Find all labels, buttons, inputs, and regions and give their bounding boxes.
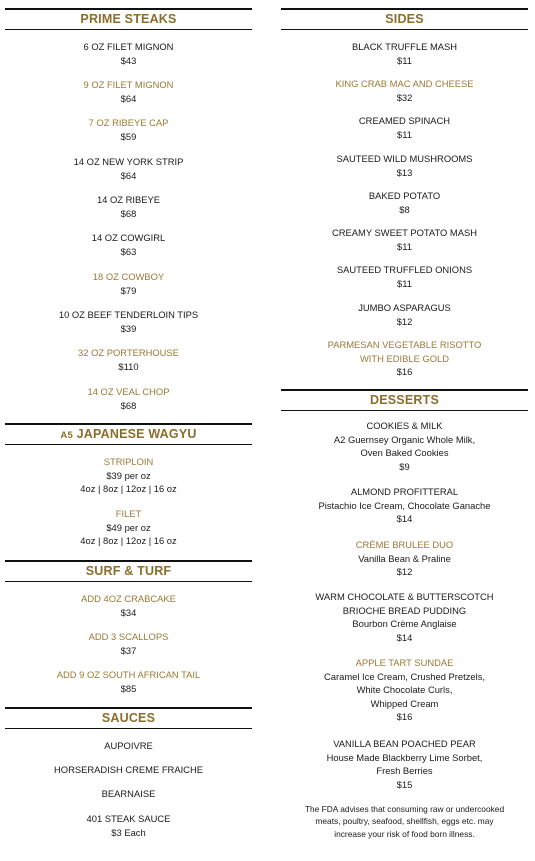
item-name: 32 OZ PORTERHOUSE <box>78 347 179 358</box>
item-price: $12 <box>396 315 413 327</box>
surf-turf-heading <box>5 560 252 582</box>
menu-item <box>5 193 252 220</box>
item-price: $64 <box>120 92 137 104</box>
item-sizes: 4oz | 8oz | 12oz | 16 oz <box>80 535 177 547</box>
item-price: $11 <box>397 54 412 66</box>
item-description: House Made Blackberry Lime Sorbet, <box>326 751 483 763</box>
menu-item <box>5 812 252 839</box>
menu-item <box>281 737 528 791</box>
menu-item <box>5 116 252 143</box>
item-price: $85 <box>120 682 137 694</box>
desserts-heading <box>281 389 528 411</box>
menu-item <box>5 231 252 258</box>
menu-item <box>281 656 528 724</box>
section-title: SURF & TURF <box>85 564 172 578</box>
item-description: Vanilla Bean & Praline <box>358 552 451 564</box>
item-price: $12 <box>396 566 413 578</box>
item-price: $3 Each <box>111 826 146 838</box>
item-description: Fresh Berries <box>376 765 433 777</box>
menu-item <box>5 155 252 182</box>
section-title: SIDES <box>385 12 424 26</box>
menu-item <box>5 787 252 801</box>
item-price: $14 <box>396 513 413 525</box>
item-price: $16 <box>396 366 413 378</box>
item-name: 14 OZ NEW YORK STRIP <box>73 156 184 167</box>
item-price: $11 <box>397 128 412 140</box>
menu-item <box>281 485 528 526</box>
menu-item <box>5 346 252 373</box>
item-name: ALMOND PROFITTERAL <box>350 486 459 497</box>
wagyu-heading <box>5 423 252 445</box>
menu-item <box>5 78 252 105</box>
menu-item <box>5 668 252 695</box>
item-name: STRIPLOIN <box>103 456 154 467</box>
item-price: $11 <box>397 277 412 289</box>
item-price: $34 <box>120 606 137 618</box>
item-name: BAKED POTATO <box>368 190 441 201</box>
section-title: PRIME STEAKS <box>80 12 177 26</box>
item-price: $64 <box>120 169 137 181</box>
item-price: $68 <box>120 207 137 219</box>
item-name: SAUTEED TRUFFLED ONIONS <box>336 264 473 275</box>
menu-item <box>5 385 252 412</box>
item-name: CREAMY SWEET POTATO MASH <box>332 227 477 238</box>
item-description: Pistachio Ice Cream, Chocolate Ganache <box>318 499 491 511</box>
item-name: SAUTEED WILD MUSHROOMS <box>336 153 473 164</box>
item-name: ADD 3 SCALLOPS <box>88 631 169 642</box>
menu-item <box>5 739 252 753</box>
item-name: CREAMED SPINACH <box>358 115 451 126</box>
menu-item <box>281 590 528 644</box>
item-name: 14 OZ RIBEYE <box>96 194 161 205</box>
item-name: 18 OZ COWBOY <box>92 271 165 282</box>
item-name: 14 OZ VEAL CHOP <box>87 386 170 397</box>
item-price: $49 per oz <box>106 521 151 533</box>
section-title: DESSERTS <box>370 393 439 407</box>
item-name: ADD 9 OZ SOUTH AFRICAN TAIL <box>56 669 201 680</box>
item-description: Bourbon Crème Anglaise <box>352 618 457 630</box>
item-name: CRÈME BRULEE DUO <box>355 539 454 550</box>
item-price: $14 <box>396 631 413 643</box>
item-description: A2 Guernsey Organic Whole Milk, <box>333 433 476 445</box>
item-name: 10 OZ BEEF TENDERLOIN TIPS <box>58 309 199 320</box>
item-price: $110 <box>118 360 139 372</box>
item-name: KING CRAB MAC AND CHEESE <box>335 78 474 89</box>
menu-item <box>281 152 528 179</box>
wagyu-grade: A5 <box>60 430 73 441</box>
item-name: AUPOIVRE <box>104 740 153 751</box>
menu-item <box>5 630 252 657</box>
item-price: $16 <box>396 711 413 723</box>
menu-item <box>281 226 528 253</box>
menu-item <box>281 77 528 104</box>
item-price: $9 <box>399 460 410 472</box>
disclaimer-line: The FDA advises that consuming raw or undercooked <box>304 804 505 814</box>
item-price: $39 per oz <box>106 469 151 481</box>
sauces-heading <box>5 707 252 729</box>
item-price: $8 <box>399 203 410 215</box>
item-name: 14 OZ COWGIRL <box>91 232 166 243</box>
item-name: BEARNAISE <box>101 788 156 799</box>
menu-item <box>281 301 528 328</box>
item-price: $43 <box>120 54 137 66</box>
menu-item <box>5 40 252 67</box>
menu-item <box>5 270 252 297</box>
item-name: BLACK TRUFFLE MASH <box>351 41 458 52</box>
menu-item <box>5 455 252 496</box>
prime-steaks-heading <box>5 8 252 30</box>
menu-item <box>5 763 252 777</box>
item-sizes: 4oz | 8oz | 12oz | 16 oz <box>80 483 177 495</box>
sides-heading <box>281 8 528 30</box>
menu-item <box>281 189 528 216</box>
menu-item <box>281 538 528 579</box>
item-price: $32 <box>396 91 413 103</box>
item-name: WARM CHOCOLATE & BUTTERSCOTCH <box>315 591 494 602</box>
item-price: $79 <box>120 284 137 296</box>
item-name: 9 OZ FILET MIGNON <box>83 79 174 90</box>
menu-item <box>5 308 252 335</box>
menu-item <box>5 507 252 548</box>
item-name: APPLE TART SUNDAE <box>355 657 454 668</box>
menu-item <box>281 40 528 67</box>
item-name: 401 STEAK SAUCE <box>86 813 171 824</box>
item-price: $15 <box>396 778 413 790</box>
item-description: White Chocolate Curls, <box>356 684 453 696</box>
item-name-line2: BRIOCHE BREAD PUDDING <box>342 604 467 616</box>
item-name: ADD 4OZ CRABCAKE <box>81 593 176 604</box>
section-title: JAPANESE WAGYU <box>76 427 197 441</box>
menu-item <box>281 419 528 473</box>
item-name: VANILLA BEAN POACHED PEAR <box>333 738 476 749</box>
menu-item <box>281 338 528 379</box>
item-name: PARMESAN VEGETABLE RISOTTO <box>327 339 482 350</box>
item-price: $63 <box>120 245 137 257</box>
item-price: $37 <box>120 644 137 656</box>
item-price: $13 <box>396 166 413 178</box>
menu-item <box>281 263 528 290</box>
fda-disclaimer <box>281 803 528 840</box>
menu-item <box>281 114 528 141</box>
item-description: Whipped Cream <box>370 697 439 709</box>
item-name: COOKIES & MILK <box>366 420 443 431</box>
item-description: Caramel Ice Cream, Crushed Pretzels, <box>324 670 485 682</box>
item-name: JUMBO ASPARAGUS <box>358 302 451 313</box>
item-price: $11 <box>397 240 412 252</box>
item-name: HORSERADISH CREME FRAICHE <box>54 764 203 775</box>
item-price: $59 <box>120 130 137 142</box>
item-description: Oven Baked Cookies <box>360 447 449 459</box>
item-name: FILET <box>115 508 142 519</box>
item-name: 6 OZ FILET MIGNON <box>83 41 174 52</box>
item-name: 7 OZ RIBEYE CAP <box>88 117 169 128</box>
section-title: SAUCES <box>101 711 156 725</box>
menu-item <box>5 592 252 619</box>
disclaimer-line: increase your risk of food born illness. <box>334 828 475 839</box>
disclaimer-line: meats, poultry, seafood, shellfish, eggs etc. may <box>315 816 494 827</box>
item-price: $39 <box>120 322 137 334</box>
item-name-line2: WITH EDIBLE GOLD <box>359 352 450 364</box>
item-price: $68 <box>120 399 137 411</box>
